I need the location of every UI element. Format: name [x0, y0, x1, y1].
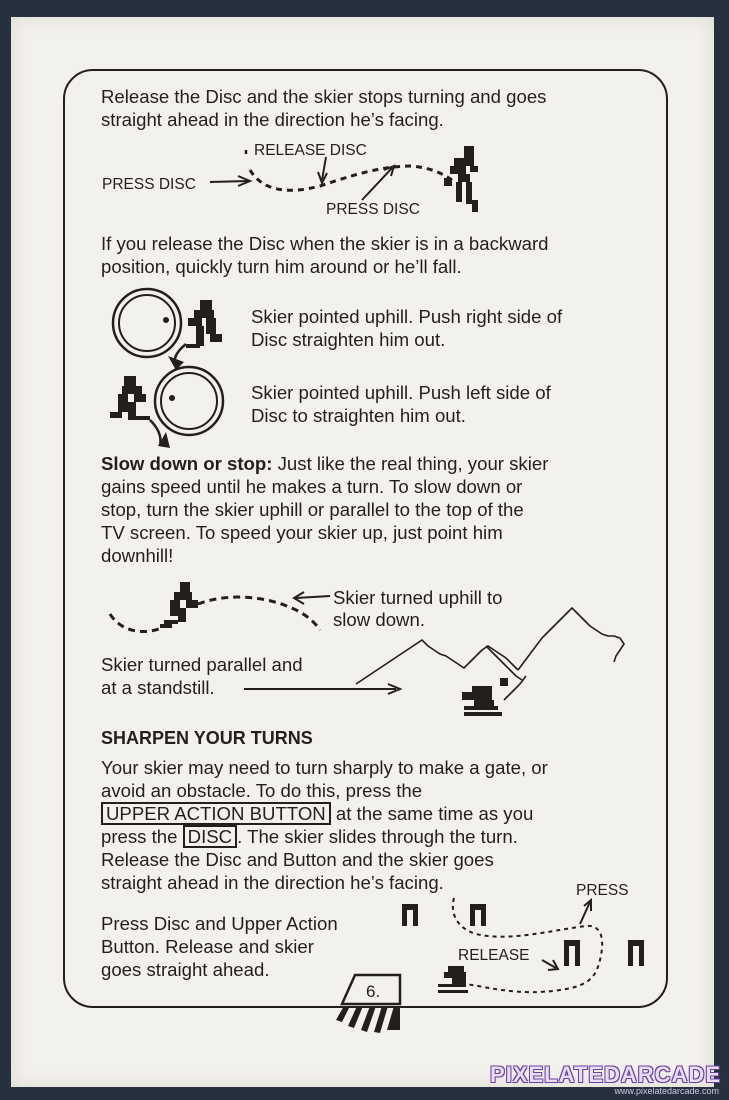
intro-line-1: Release the Disc and the skier stops turning and goes: [101, 86, 547, 107]
backward-line-1: If you release the Disc when the skier is in a backward: [101, 233, 549, 254]
page-number: 6.: [366, 982, 381, 1001]
release-label: RELEASE: [458, 947, 530, 964]
disc-button-label: DISC: [183, 825, 237, 848]
sharpen-line-3: UPPER ACTION BUTTON at the same time as you: [101, 802, 533, 826]
slow-line-3: stop, turn the skier uphill or parallel to the top of the: [101, 499, 524, 520]
caption-left-line-1: Skier pointed uphill. Push left side of: [251, 382, 551, 403]
uphill-caption-line-2: slow down.: [333, 609, 425, 630]
press-label: PRESS: [576, 882, 629, 899]
caption-left-line-2: Disc to straighten him out.: [251, 405, 466, 426]
fig3-caption-line-3: goes straight ahead.: [101, 959, 270, 980]
watermark-logo: PIXELATEDARCADE: [490, 1062, 721, 1087]
slow-line-2: gains speed until he makes a turn. To slow down or: [101, 476, 523, 497]
press-disc-label-left: PRESS DISC: [102, 176, 196, 193]
press-disc-label-bottom: PRESS DISC: [326, 201, 420, 218]
fig3-caption-line-2: Button. Release and skier: [101, 936, 314, 957]
caption-right-line-2: Disc straighten him out.: [251, 329, 446, 350]
intro-line-2: straight ahead in the direction he’s facing.: [101, 109, 444, 130]
slow-line-5: downhill!: [101, 545, 174, 566]
sharpen-line-1: Your skier may need to turn sharply to make a gate, or: [101, 757, 548, 778]
parallel-caption-line-2: at a standstill.: [101, 677, 215, 698]
backward-line-2: position, quickly turn him around or he’ll fall.: [101, 256, 462, 277]
release-disc-label: RELEASE DISC: [254, 142, 367, 159]
uphill-caption-line-1: Skier turned uphill to: [333, 587, 503, 608]
slow-heading: Slow down or stop:: [101, 453, 273, 474]
caption-right-line-1: Skier pointed uphill. Push right side of: [251, 306, 563, 327]
fig3-caption-line-1: Press Disc and Upper Action: [101, 913, 338, 934]
sharpen-line-2: avoid an obstacle. To do this, press the: [101, 780, 423, 801]
slow-line-4: TV screen. To speed your skier up, just point him: [101, 522, 503, 543]
sharpen-line-5: Release the Disc and Button and the skier goes: [101, 849, 494, 870]
watermark-url: www.pixelatedarcade.com: [614, 1086, 719, 1096]
parallel-caption-line-1: Skier turned parallel and: [101, 654, 303, 675]
sharpen-line-4: press the DISC . The skier slides through the turn.: [101, 826, 518, 847]
sharpen-heading: SHARPEN YOUR TURNS: [101, 728, 313, 748]
sharpen-line-6: straight ahead in the direction he’s facing.: [101, 872, 444, 893]
upper-action-button-label: UPPER ACTION BUTTON: [101, 802, 331, 825]
slow-line-1: Slow down or stop: Just like the real thing, your skier: [101, 453, 549, 474]
